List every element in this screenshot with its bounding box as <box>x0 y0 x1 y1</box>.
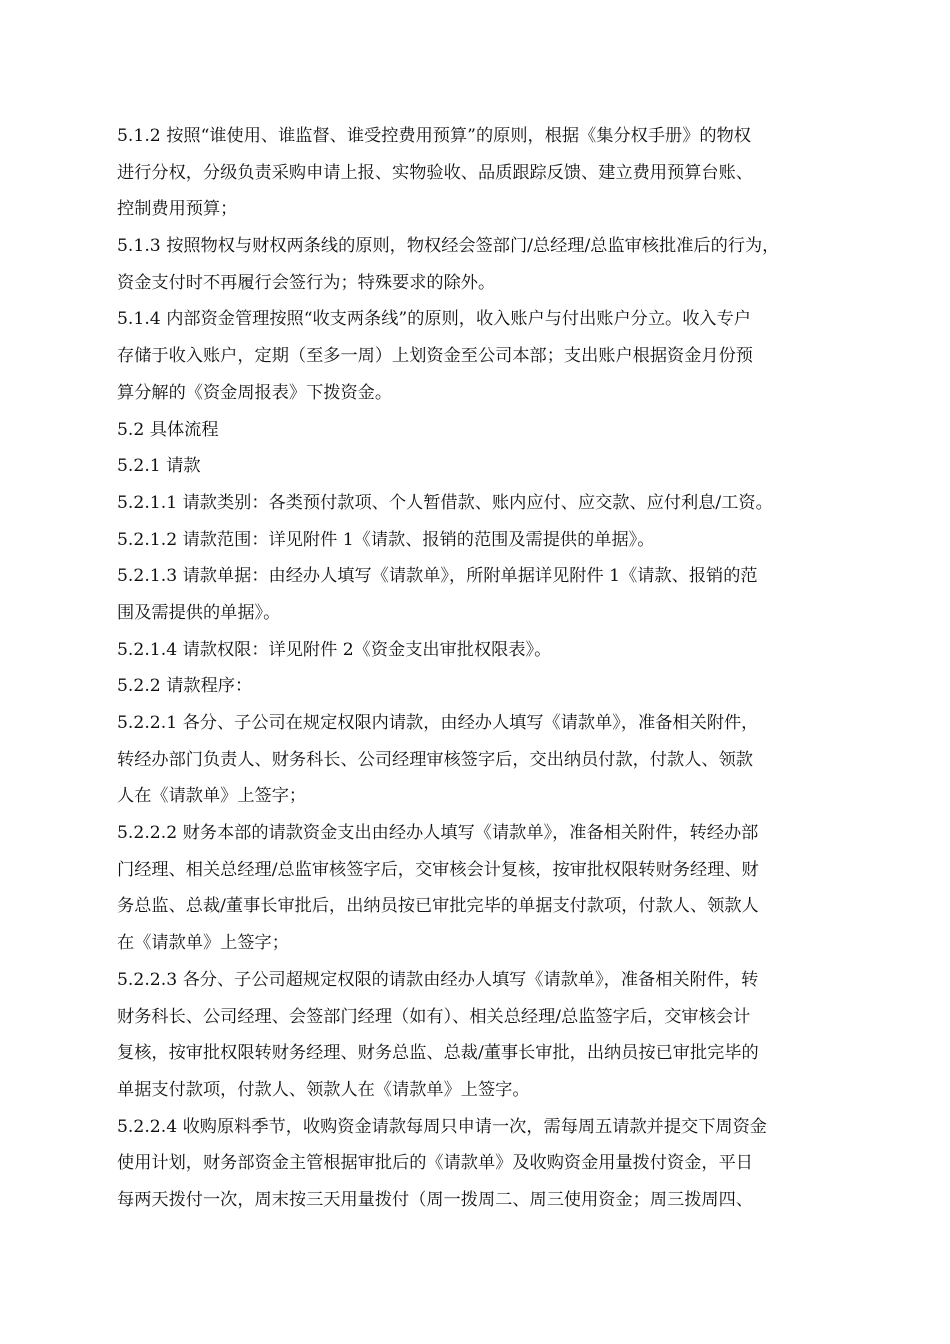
text-line: 5.2.1.2 请款范围：详见附件 1《请款、报销的范围及需提供的单据》。 <box>117 529 655 550</box>
text-line: 算分解的《资金周报表》下拨资金。 <box>117 382 393 403</box>
text-line: 使用计划，财务部资金主管根据审批后的《请款单》及收购资金用量拨付资金，平日 <box>117 1153 753 1174</box>
paragraph-5-2-1-1 <box>117 485 837 522</box>
text-line: 5.1.2 按照“谁使用、谁监督、谁受控费用预算”的原则，根据《集分权手册》的物权 <box>117 126 751 146</box>
text-line: 5.1.4 内部资金管理按照“收支两条线”的原则，收入账户与付出账户分立。收入专户 <box>117 309 751 330</box>
text-line: 5.2.2.4 收购原料季节，收购资金请款每周只申请一次，需每周五请款并提交下周资金 <box>117 1116 767 1137</box>
text-line: 5.2.1.3 请款单据：由经办人填写《请款单》，所附单据详见附件 1《请款、报销的范 <box>117 566 758 587</box>
text-line: 5.2.2.3 各分、子公司超规定权限的请款由经办人填写《请款单》，准备相关附件，转 <box>117 969 759 990</box>
document-body <box>117 118 837 1219</box>
section-heading-5-2 <box>117 412 837 449</box>
text-line: 在《请款单》上签字； <box>117 933 289 954</box>
text-line: 控制费用预算； <box>117 199 238 220</box>
paragraph-5-2-2-3 <box>117 962 837 1109</box>
paragraph-5-1-2 <box>117 118 837 228</box>
paragraph-5-2-1-2 <box>117 522 837 559</box>
text-line: 复核，按审批权限转财务经理、财务总监、总裁/董事长审批，出纳员按已审批完毕的 <box>117 1043 759 1064</box>
paragraph-5-2-2-4 <box>117 1109 837 1219</box>
section-heading-5-2-2 <box>117 668 837 705</box>
text-line: 5.2.1.1 请款类别：各类预付款项、个人暂借款、账内应付、应交款、应付利息/工资。 <box>117 492 773 513</box>
text-line: 资金支付时不再履行会签行为；特殊要求的除外。 <box>117 272 496 293</box>
text-line: 5.2.2.1 各分、子公司在规定权限内请款，由经办人填写《请款单》，准备相关附件， <box>117 713 759 733</box>
paragraph-5-2-1-4 <box>117 632 837 669</box>
text-line: 进行分权，分级负责采购申请上报、实物验收、品质跟踪反馈、建立费用预算台账、 <box>117 162 753 183</box>
paragraph-5-2-2-1 <box>117 705 837 815</box>
heading-line: 5.2.1 请款 <box>117 456 201 477</box>
paragraph-5-1-3 <box>117 228 837 301</box>
heading-line: 5.2.2 请款程序： <box>117 676 253 697</box>
paragraph-5-1-4 <box>117 301 837 411</box>
paragraph-5-2-2-2 <box>117 815 837 962</box>
text-line: 每两天拨付一次，周末按三天用量拨付（周一拨周二、周三使用资金；周三拨周四、 <box>117 1189 753 1210</box>
text-line: 5.1.3 按照物权与财权两条线的原则，物权经会签部门/总经理/总监审核批准后的行为， <box>117 236 780 257</box>
heading-line: 5.2 具体流程 <box>117 419 219 440</box>
text-line: 5.2.2.2 财务本部的请款资金支出由经办人填写《请款单》，准备相关附件，转经办部 <box>117 823 759 844</box>
text-line: 单据支付款项，付款人、领款人在《请款单》上签字。 <box>117 1079 530 1100</box>
text-line: 转经办部门负责人、财务科长、公司经理审核签字后，交出纳员付款，付款人、领款 <box>117 749 753 770</box>
text-line: 人在《请款单》上签字； <box>117 786 307 807</box>
text-line: 门经理、相关总经理/总监审核签字后，交审核会计复核，按审批权限转财务经理、财 <box>117 859 759 880</box>
section-heading-5-2-1 <box>117 448 837 485</box>
text-line: 务总监、总裁/董事长审批后，出纳员按已审批完毕的单据支付款项，付款人、领款人 <box>117 896 759 917</box>
text-line: 围及需提供的单据》。 <box>117 602 281 623</box>
text-line: 财务科长、公司经理、会签部门经理（如有）、相关总经理/总监签字后，交审核会计 <box>117 1006 751 1027</box>
text-line: 5.2.1.4 请款权限：详见附件 2《资金支出审批权限表》。 <box>117 639 552 660</box>
text-line: 存储于收入账户，定期（至多一周）上划资金至公司本部；支出账户根据资金月份预 <box>117 346 753 367</box>
paragraph-5-2-1-3 <box>117 558 837 631</box>
